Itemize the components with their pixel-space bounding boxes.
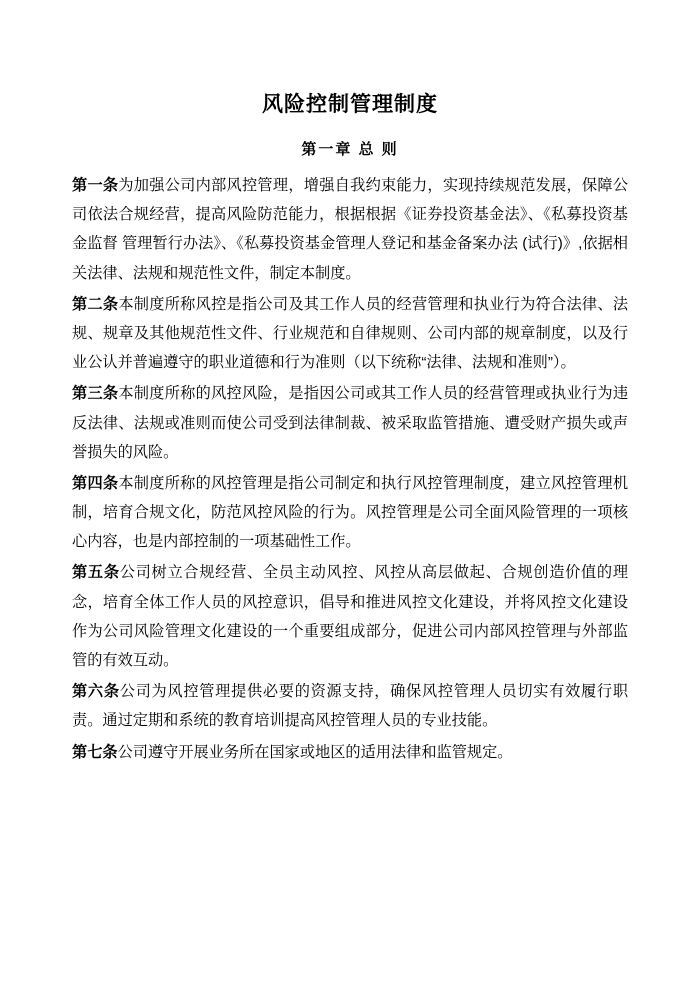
article-text: 公司遵守开展业务所在国家或地区的适用法律和监管规定。 — [117, 743, 513, 761]
page-title: 风险控制管理制度 — [262, 93, 438, 116]
article-label: 第三条 — [72, 385, 119, 403]
article-paragraph — [72, 171, 628, 288]
article-label: 第二条 — [72, 295, 119, 313]
article-text: 公司为风控管理提供必要的资源支持，确保风控管理人员切实有效履行职责。通过定期和系统的教育培训提高风控管理人员的专业技能。 — [72, 683, 628, 730]
article-text: 本制度所称风控是指公司及其工作人员的经营管理和执业行为符合法律、法规、规章及其他规范性文件、行业规范和自律规则、公司内部的规章制度，以及行业公认并普遍遵守的职业道德和行为准则（以下统称“法律、法规和准则”）。 — [72, 295, 629, 372]
article-paragraph — [72, 677, 628, 735]
article-text: 公司树立合规经营、全员主动风控、风控从高层做起、合规创造价值的理念，培育全体工作人员的风控意识，倡导和推进风控文化建设，并将风控文化建设作为公司风险管理文化建设的一个重要组成部分，促进公司内部风控管理与外部监管的有效互动。 — [72, 564, 628, 669]
article-text: 为加强公司内部风控管理，增强自我约束能力，实现持续规范发展，保障公司依法合规经营，提高风险防范能力，根据根据《证券投资基金法》、《私募投资基金监督 管理暂行办法》、《私募投资基金管理人登记和基金备案办法 (试行)》,依据相关法律、法规和规范性文件，制定本制度。 — [72, 177, 629, 282]
article-label: 第五条 — [72, 564, 120, 582]
article-paragraph — [72, 558, 628, 675]
article-text: 本制度所称的风控风险，是指因公司或其工作人员的经营管理或执业行为违反法律、法规或准则而使公司受到法律制裁、被采取监管措施、遭受财产损失或声誉损失的风险。 — [72, 385, 629, 461]
article-paragraph — [72, 469, 628, 557]
article-label: 第一条 — [72, 177, 119, 194]
chapter-heading: 第一章 总 则 — [301, 141, 399, 158]
article-label: 第六条 — [72, 683, 120, 701]
article-text: 本制度所称的风控管理是指公司制定和执行风控管理制度，建立风控管理机制，培育合规文化，防范风控风险的行为。风控管理是公司全面风险管理的一项核心内容，也是内部控制的一项基础性工作。 — [72, 474, 629, 551]
article-paragraph — [72, 379, 628, 467]
article-paragraph — [72, 738, 628, 767]
article-label: 第四条 — [72, 474, 119, 492]
article-paragraph — [72, 290, 628, 378]
article-label: 第七条 — [72, 743, 118, 761]
